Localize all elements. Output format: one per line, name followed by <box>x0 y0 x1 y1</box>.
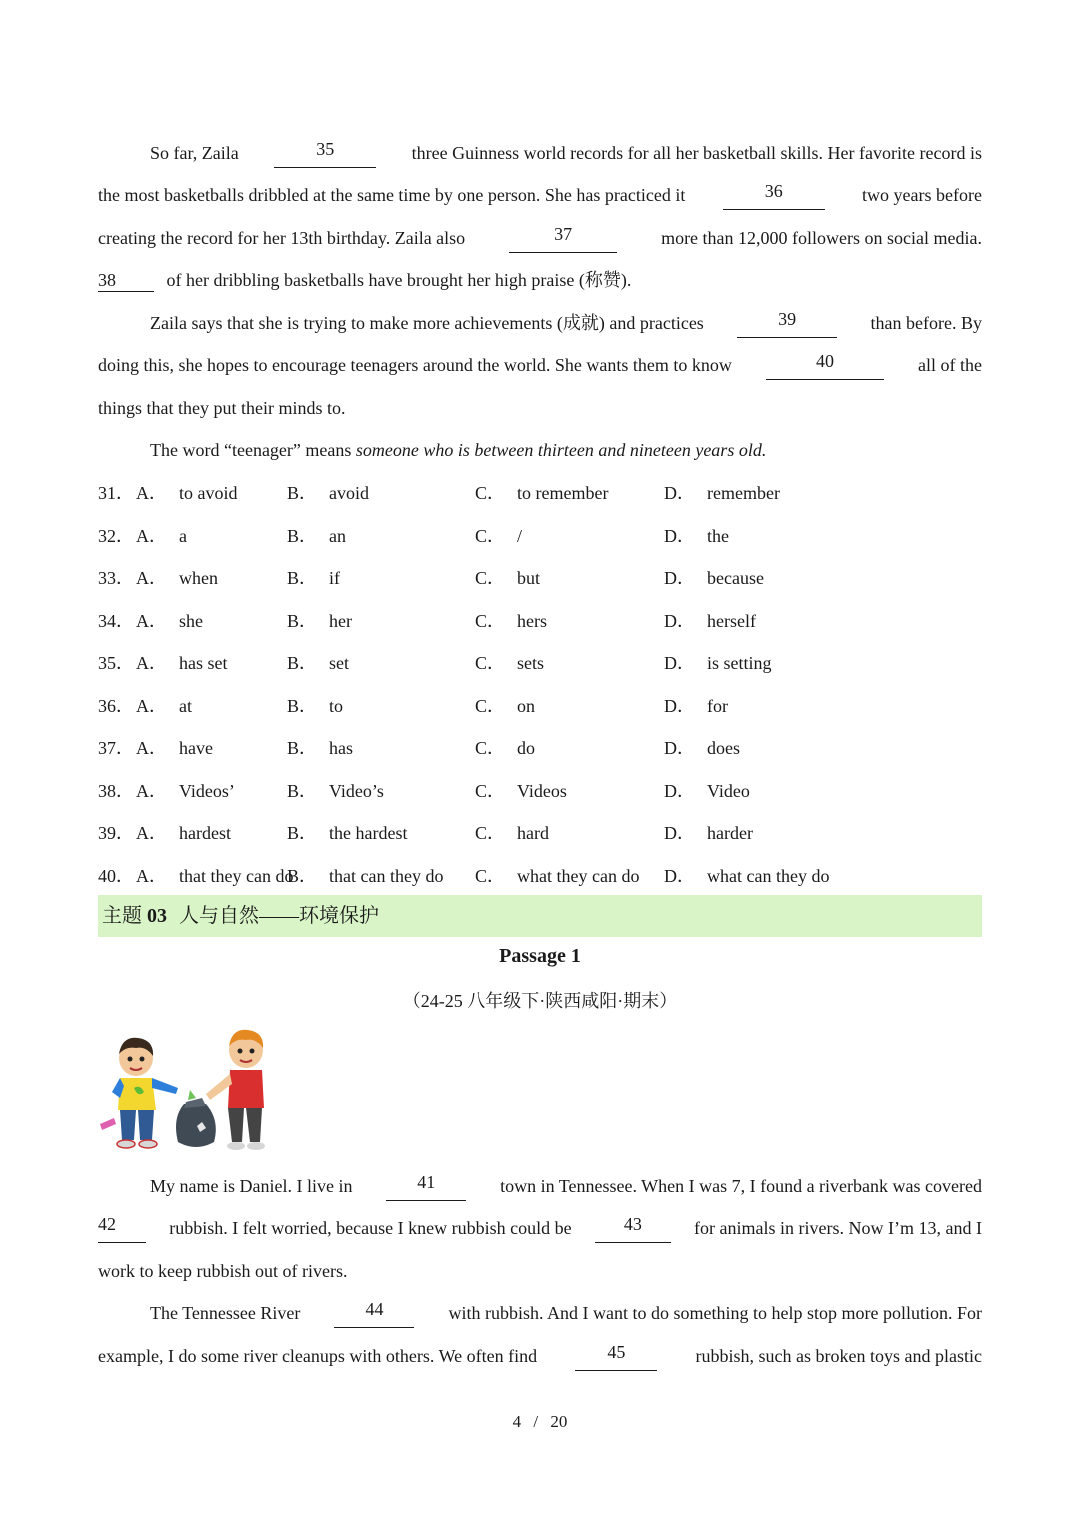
text: of her dribbling basketballs have brought her high praise (称赞). <box>166 270 632 290</box>
option-a <box>136 521 187 551</box>
passage-line <box>98 265 982 295</box>
option-a <box>136 563 218 593</box>
option-c <box>475 478 608 508</box>
option-text: do <box>517 738 536 758</box>
option-label: C． <box>475 780 506 801</box>
option-text: herself <box>707 610 756 631</box>
question-number: 34． <box>98 610 134 631</box>
text: creating the record for her 13th birthday. Zaila also <box>98 228 466 248</box>
passage-line <box>98 1341 982 1371</box>
option-label: B． <box>287 568 318 588</box>
option-b <box>287 861 443 891</box>
option-label: B． <box>287 823 318 843</box>
option-text: has <box>329 738 354 758</box>
option-text: is setting <box>707 653 772 673</box>
option-text: to avoid <box>179 483 238 503</box>
option-label: C． <box>475 738 506 758</box>
option-a <box>136 478 238 508</box>
option-label: C． <box>475 483 506 503</box>
option-d <box>664 648 772 678</box>
option-c <box>475 776 567 806</box>
text: doing this, she hopes to encourage teenagers around the world. She wants them to know <box>98 355 732 375</box>
text: My name is Daniel. I live in <box>150 1176 353 1196</box>
text: Zaila says that she is trying to make more achievements (成就) and practices <box>150 313 704 333</box>
text: more than 12,000 followers on social media. <box>661 228 982 248</box>
text: rubbish, such as broken toys and plastic <box>695 1346 982 1366</box>
blank-42: 42 <box>98 1213 146 1243</box>
question-number: 39． <box>98 823 134 843</box>
question-number: 31． <box>98 483 134 503</box>
passage-line <box>150 308 982 338</box>
question-number: 38． <box>98 780 134 801</box>
option-d <box>664 606 756 636</box>
text: town in Tennessee. When I was 7, I found a riverbank was covered <box>500 1176 982 1196</box>
option-text: Video <box>707 780 750 801</box>
passage-title: Passage 1 <box>499 945 581 967</box>
text: work to keep rubbish out of rivers. <box>98 1261 348 1281</box>
blank-36: 36 <box>723 180 825 210</box>
blank-44: 44 <box>334 1298 414 1328</box>
option-text: hardest <box>179 823 231 843</box>
option-d <box>664 861 829 891</box>
option-b <box>287 733 353 763</box>
option-text: to remember <box>517 483 609 503</box>
passage-line <box>98 1256 982 1286</box>
text: all of the <box>918 355 982 375</box>
option-c <box>475 563 540 593</box>
option-label: A． <box>136 610 167 631</box>
option-d <box>664 691 728 721</box>
option-label: C． <box>475 823 506 843</box>
text: two years before <box>862 185 982 205</box>
option-a <box>136 861 293 891</box>
page-separator: / <box>533 1412 539 1431</box>
option-text: / <box>517 525 523 546</box>
option-label: A． <box>136 568 167 588</box>
option-label: D． <box>664 865 695 886</box>
topic-number: 03 <box>147 905 167 927</box>
option-label: C． <box>475 610 506 631</box>
question-options-row <box>98 733 982 763</box>
option-a <box>136 818 231 848</box>
option-text: harder <box>707 823 753 843</box>
blank-43: 43 <box>595 1213 671 1243</box>
option-text: Videos’ <box>179 780 235 801</box>
option-label: B． <box>287 653 318 673</box>
option-label: A． <box>136 695 167 716</box>
option-label: B． <box>287 695 318 716</box>
text: for animals in rivers. Now I’m 13, and I <box>694 1218 982 1238</box>
option-d <box>664 776 750 806</box>
blank-38: 38 <box>98 269 154 292</box>
passage-source: （24-25 八年级下·陕西咸阳·期末） <box>402 991 678 1011</box>
option-text: when <box>179 568 218 588</box>
option-text: Video’s <box>329 780 384 801</box>
option-text: hers <box>517 610 548 631</box>
option-label: A． <box>136 865 167 886</box>
option-label: D． <box>664 695 695 716</box>
option-label: C． <box>475 865 506 886</box>
option-text: that can they do <box>329 865 444 886</box>
option-c <box>475 691 535 721</box>
passage-line <box>98 223 982 253</box>
option-a <box>136 691 192 721</box>
option-label: C． <box>475 653 506 673</box>
option-label: D． <box>664 780 695 801</box>
option-label: C． <box>475 525 506 546</box>
option-label: A． <box>136 483 167 503</box>
page-number <box>0 1412 1080 1432</box>
option-c <box>475 606 547 636</box>
passage-line <box>98 1213 982 1243</box>
option-label: A． <box>136 738 167 758</box>
question-options-row <box>98 691 982 721</box>
option-b <box>287 606 352 636</box>
option-b <box>287 648 349 678</box>
question-options-row <box>98 478 982 508</box>
option-b <box>287 563 340 593</box>
option-d <box>664 521 729 551</box>
option-label: D． <box>664 653 695 673</box>
option-b <box>287 818 407 848</box>
text: rubbish. I felt worried, because I knew rubbish could be <box>169 1218 572 1238</box>
option-d <box>664 478 780 508</box>
option-text: sets <box>517 653 545 673</box>
question-options-row <box>98 606 982 636</box>
option-text: on <box>517 695 536 716</box>
blank-37: 37 <box>509 223 617 253</box>
text: the most basketballs dribbled at the same time by one person. She has practiced it <box>98 185 686 205</box>
passage-line <box>150 1171 982 1201</box>
option-label: D． <box>664 823 695 843</box>
option-a <box>136 648 228 678</box>
blank-40: 40 <box>766 350 884 380</box>
topic-heading <box>98 905 379 927</box>
italic-text: someone who is between thirteen and nineteen years old. <box>355 440 767 460</box>
question-number: 37． <box>98 738 134 758</box>
option-text: her <box>329 610 352 631</box>
option-text: to <box>329 695 344 716</box>
text: with rubbish. And I want to do something to help stop more pollution. For <box>448 1303 982 1323</box>
option-text: for <box>707 695 728 716</box>
option-label: C． <box>475 695 506 716</box>
question-number: 40． <box>98 865 134 886</box>
option-label: B． <box>287 610 318 631</box>
question-number: 32． <box>98 525 134 546</box>
option-c <box>475 818 549 848</box>
passage-line <box>98 350 982 380</box>
option-label: A． <box>136 525 167 546</box>
blank-41: 41 <box>386 1171 466 1201</box>
option-label: C． <box>475 568 506 588</box>
option-text: the <box>707 525 729 546</box>
total-pages: 20 <box>550 1412 568 1431</box>
option-text: if <box>329 568 341 588</box>
option-a <box>136 733 213 763</box>
option-a <box>136 776 235 806</box>
option-c <box>475 521 522 551</box>
option-label: D． <box>664 483 695 503</box>
option-text: a <box>179 525 187 546</box>
text: example, I do some river cleanups with others. We often find <box>98 1346 538 1366</box>
topic-bar <box>98 895 982 937</box>
text: The Tennessee River <box>150 1303 301 1323</box>
option-text: set <box>329 653 350 673</box>
option-text: but <box>517 568 541 588</box>
option-label: D． <box>664 738 695 758</box>
passage-line <box>150 138 982 168</box>
option-text: avoid <box>329 483 370 503</box>
question-number: 36． <box>98 695 134 716</box>
option-c <box>475 861 639 891</box>
option-c <box>475 648 544 678</box>
text: than before. By <box>870 313 982 333</box>
option-b <box>287 478 369 508</box>
question-options-row <box>98 648 982 678</box>
text: So far, Zaila <box>150 143 239 163</box>
question-options-row <box>98 861 982 891</box>
option-b <box>287 776 384 806</box>
current-page: 4 <box>512 1412 522 1431</box>
option-label: B． <box>287 738 318 758</box>
option-text: does <box>707 738 740 758</box>
option-d <box>664 733 740 763</box>
option-label: A． <box>136 653 167 673</box>
text: The word “teenager” means <box>150 440 356 460</box>
option-c <box>475 733 535 763</box>
blank-45: 45 <box>575 1341 657 1371</box>
option-d <box>664 818 753 848</box>
option-a <box>136 606 203 636</box>
option-text: she <box>179 610 203 631</box>
option-text: at <box>179 695 192 716</box>
blank-35: 35 <box>274 138 376 168</box>
option-text: what they can do <box>517 865 640 886</box>
option-label: B． <box>287 483 318 503</box>
option-label: A． <box>136 780 167 801</box>
question-number: 33． <box>98 568 134 588</box>
question-number: 35． <box>98 653 134 673</box>
text: things that they put their minds to. <box>98 398 346 418</box>
option-label: D． <box>664 610 695 631</box>
passage-line <box>150 1298 982 1328</box>
option-text: have <box>179 738 213 758</box>
option-text: Videos <box>517 780 567 801</box>
question-options-row <box>98 776 982 806</box>
option-label: B． <box>287 865 318 886</box>
blank-39: 39 <box>737 308 837 338</box>
option-text: because <box>707 568 764 588</box>
option-b <box>287 691 343 721</box>
option-label: B． <box>287 780 318 801</box>
question-options-row <box>98 521 982 551</box>
question-options-row <box>98 818 982 848</box>
definition-note <box>150 435 982 465</box>
option-text: what can they do <box>707 865 830 886</box>
topic-title: 人与自然——环境保护 <box>169 905 379 927</box>
option-label: B． <box>287 525 318 546</box>
option-b <box>287 521 346 551</box>
passage-line <box>98 180 982 210</box>
option-d <box>664 563 764 593</box>
text: three Guinness world records for all her basketball skills. Her favorite record is <box>411 143 982 163</box>
option-text: an <box>329 525 347 546</box>
topic-prefix: 主题 <box>102 905 147 927</box>
option-label: D． <box>664 525 695 546</box>
option-text: the hardest <box>329 823 408 843</box>
option-label: D． <box>664 568 695 588</box>
option-label: A． <box>136 823 167 843</box>
question-options-row <box>98 563 982 593</box>
passage-line <box>98 393 982 423</box>
kids-cleanup-illustration <box>98 1028 270 1158</box>
option-text: remember <box>707 483 780 503</box>
option-text: hard <box>517 823 549 843</box>
option-text: has set <box>179 653 228 673</box>
option-text: that they can do <box>179 865 294 886</box>
